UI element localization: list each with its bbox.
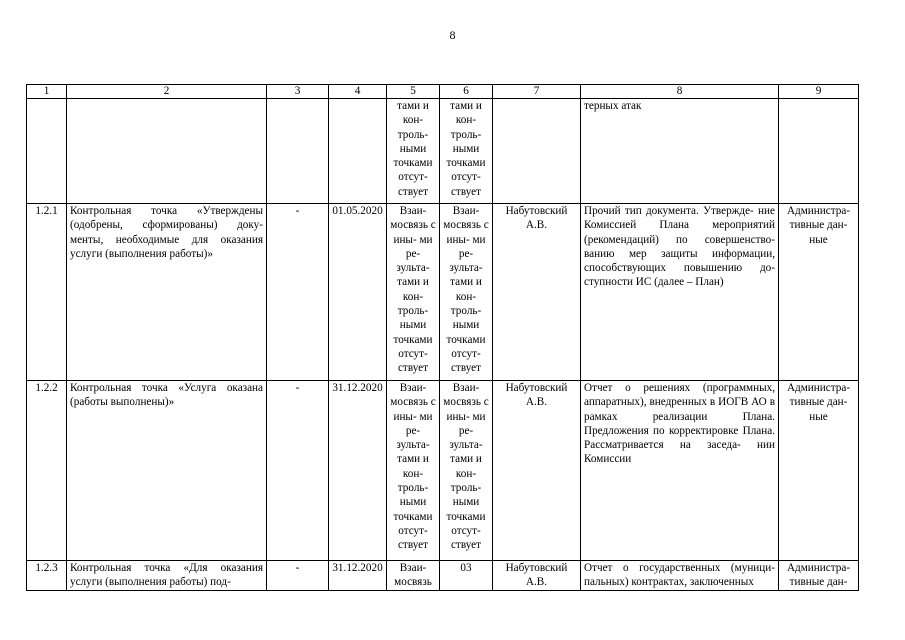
column3-cell — [267, 99, 329, 204]
row-number-cell: 1.2.3 — [27, 561, 67, 591]
responsible-cell — [493, 99, 581, 204]
column-header: 4 — [329, 85, 387, 99]
source-cell: Администра- тивные дан- — [779, 561, 859, 591]
responsible-cell: Набутовский А.В. — [493, 381, 581, 561]
column-header: 7 — [493, 85, 581, 99]
column-header: 3 — [267, 85, 329, 99]
page-number: 8 — [449, 28, 456, 42]
relation-cell-2: Взаи- мосвязь с ины- ми ре- зульта- тами и кон- троль- ными точками отсут- ствует — [440, 381, 493, 561]
plan-table — [26, 84, 859, 591]
source-cell: Администра- тивные дан- ные — [779, 204, 859, 381]
row-number-cell: 1.2.2 — [27, 381, 67, 561]
name-cell: Контрольная точка «Для оказания услуги (выполнения работы) под- — [67, 561, 267, 591]
column3-cell: - — [267, 204, 329, 381]
name-cell: Контрольная точка «Утверждены (одобрены, сформированы) доку- менты, необходимые для оказания услуги (выполнения работы)» — [67, 204, 267, 381]
description-cell: Отчет о государственных (муници- пальных) контрактах, заключенных — [581, 561, 779, 591]
table-row — [27, 204, 859, 381]
relation-cell-2: тами и кон- троль- ными точками отсут- ствует — [440, 99, 493, 204]
relation-cell-2: Взаи- мосвязь с ины- ми ре- зульта- тами и кон- троль- ными точками отсут- ствует — [440, 204, 493, 381]
date-cell — [329, 99, 387, 204]
row-number-cell: 1.2.1 — [27, 204, 67, 381]
relation-cell: Взаи- мосвязь с ины- ми ре- зульта- тами и кон- троль- ными точками отсут- ствует — [387, 381, 440, 561]
date-cell: 01.05.2020 — [329, 204, 387, 381]
table-row — [27, 561, 859, 591]
table-row — [27, 381, 859, 561]
column-header: 2 — [67, 85, 267, 99]
column3-cell: - — [267, 561, 329, 591]
source-cell — [779, 99, 859, 204]
date-cell: 31.12.2020 — [329, 381, 387, 561]
description-cell: Прочий тип документа. Утвержде- ние Комиссией Плана мероприятий (рекомендаций) по совершенство- ванию мер защиты информации, способствующих повышению до- ступности ИС (далее – План) — [581, 204, 779, 381]
header-row — [27, 85, 859, 99]
row-number-cell — [27, 99, 67, 204]
name-cell: Контрольная точка «Услуга оказана (работы выполнены)» — [67, 381, 267, 561]
date-cell: 31.12.2020 — [329, 561, 387, 591]
column-header: 5 — [387, 85, 440, 99]
column-header: 1 — [27, 85, 67, 99]
table-row — [27, 99, 859, 204]
column-header: 8 — [581, 85, 779, 99]
source-cell: Администра- тивные дан- ные — [779, 381, 859, 561]
column-header: 9 — [779, 85, 859, 99]
relation-cell: тами и кон- троль- ными точками отсут- ствует — [387, 99, 440, 204]
relation-cell: Взаи- мосвязь — [387, 561, 440, 591]
name-cell — [67, 99, 267, 204]
responsible-cell: Набутовский А.В. — [493, 561, 581, 591]
relation-cell: Взаи- мосвязь с ины- ми ре- зульта- тами и кон- троль- ными точками отсут- ствует — [387, 204, 440, 381]
column-header: 6 — [440, 85, 493, 99]
description-cell: терных атак — [581, 99, 779, 204]
relation-cell-2: 03 — [440, 561, 493, 591]
column3-cell: - — [267, 381, 329, 561]
description-cell: Отчет о решениях (программных, аппаратных), внедренных в ИОГВ АО в рамках реализации Плана. Предложения по корректировке Плана. Рассматривается на заседа- нии Комиссии — [581, 381, 779, 561]
responsible-cell: Набутовский А.В. — [493, 204, 581, 381]
